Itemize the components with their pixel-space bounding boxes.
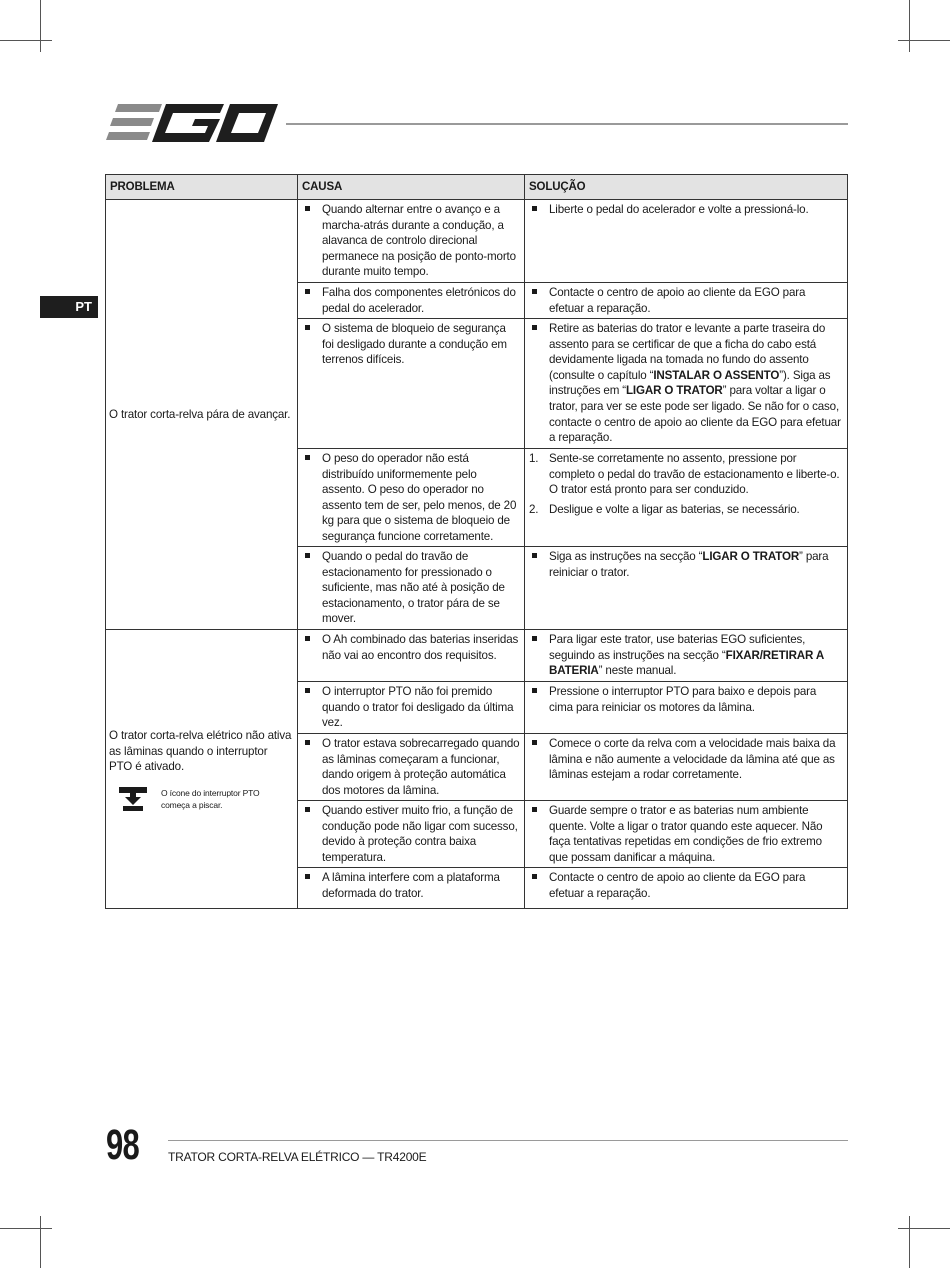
solution-cell [525,319,848,449]
cause-cell [298,868,525,909]
solution-cell [525,449,848,547]
bullet-square-icon [305,289,310,294]
cause-cell [298,630,525,682]
problem-cell [106,200,298,630]
solution-text: Para ligar este trator, use baterias EGO suficientes, seguindo as instruções na secção “FIXAR/RETIRAR A BATERIA” neste manual. [549,633,824,678]
header-solution: SOLUÇÃO [525,175,848,200]
pto-switch-icon [119,787,147,811]
bullet-square-icon [305,688,310,693]
cause-cell [298,200,525,283]
bullet-square-icon [305,455,310,460]
footer-rule [168,1140,848,1141]
header-cause: CAUSA [298,175,525,200]
solution-cell [525,283,848,319]
solution-text: Guarde sempre o trator e as baterias num ambiente quente. Volte a ligar o trator quando este aquecer. Não faça tentativas repetidas em condições de frio extremo que possam danificar a máquina. [549,804,823,864]
crop-mark [898,40,950,41]
bullet-square-icon [532,289,537,294]
bullet-square-icon [532,636,537,641]
problem-text: O trator corta-relva pára de avançar. [109,408,291,422]
cause-text: O sistema de bloqueio de segurança foi desligado durante a condução em terrenos difíceis. [322,322,507,367]
crop-mark [909,1216,910,1268]
cause-cell [298,547,525,630]
bullet-square-icon [305,807,310,812]
solution-text: Siga as instruções na secção “LIGAR O TRATOR” para reiniciar o trator. [549,550,829,579]
solution-cell [525,547,848,630]
bullet-square-icon [532,206,537,211]
bullet-square-icon [532,740,537,745]
cause-text: O interruptor PTO não foi premido quando o trator foi desligado da última vez. [322,685,514,730]
cause-text: O peso do operador não está distribuído uniformemente pelo assento. O peso do operador no assento tem de ser, pelo menos, de 20 kg para que o sistema de bloqueio de segurança funcione corretamente. [322,452,517,543]
cause-text: Falha dos componentes eletrónicos do pedal do acelerador. [322,286,516,315]
header-rule [286,123,848,125]
troubleshooting-table [105,174,848,909]
cause-text: Quando o pedal do travão de estacionamento for pressionado o suficiente, mas não até à posição de estacionamento, o trator pára de se mover. [322,550,505,626]
solution-cell [525,801,848,868]
cause-cell [298,449,525,547]
bullet-square-icon [532,325,537,330]
bullet-square-icon [305,874,310,879]
cause-cell [298,283,525,319]
solution-text: Pressione o interruptor PTO para baixo e depois para cima para reiniciar os motores da lâmina. [549,685,817,714]
solution-cell [525,734,848,801]
step-number: 2. [529,502,539,516]
language-tab: PT [40,296,98,318]
crop-mark [40,0,41,52]
pto-note: O ícone do interruptor PTO começa a piscar. [161,787,260,810]
solution-text: Contacte o centro de apoio ao cliente da EGO para efetuar a reparação. [549,286,806,315]
bullet-square-icon [532,553,537,558]
table-header-row [106,175,848,200]
solution-text: Comece o corte da relva com a velocidade mais baixa da lâmina e não aumente a velocidade da lâmina até que as lâminas estejam a rodar corretamente. [549,737,836,782]
cause-text: O Ah combinado das baterias inseridas não vai ao encontro dos requisitos. [322,633,519,662]
step-number: 1. [529,452,539,465]
step-text: Desligue e volte a ligar as baterias, se necessário. [549,502,800,516]
solution-text: Retire as baterias do trator e levante a parte traseira do assento para se certificar de que a ficha do cabo está devidamente ligada na tomada no fundo do assento (consulte o capítulo “INSTALAR O ASSENTO”). Siga as instruções em “LIGAR O TRATOR” para voltar a ligar o trator, para ver se este pode ser ligado. Se não for o caso, contacte o centro de apoio ao cliente da EGO para efetuar a reparação. [549,322,841,445]
solution-cell [525,868,848,909]
bullet-square-icon [305,636,310,641]
page-number: 98 [106,1121,140,1169]
cause-text: O trator estava sobrecarregado quando as lâminas começaram a funcionar, dando origem à proteção automática dos motores da lâmina. [322,737,520,797]
header-problem: PROBLEMA [106,175,298,200]
bullet-square-icon [305,325,310,330]
solution-cell [525,200,848,283]
problem-cell [106,630,298,909]
cause-cell [298,734,525,801]
bullet-square-icon [305,206,310,211]
crop-mark [40,1216,41,1268]
bullet-square-icon [532,807,537,812]
cause-text: Quando estiver muito frio, a função de condução pode não ligar com sucesso, devido à proteção contra baixa temperatura. [322,804,518,864]
cause-text: A lâmina interfere com a plataforma deformada do trator. [322,871,500,900]
bullet-square-icon [532,688,537,693]
cause-cell [298,319,525,449]
crop-mark [0,1228,52,1229]
solution-text: Liberte o pedal do acelerador e volte a pressioná-lo. [549,203,809,216]
solution-cell [525,630,848,682]
cause-text: Quando alternar entre o avanço e a marcha-atrás durante a condução, a alavanca de controlo direcional permanece na posição de ponto-morto durante muito tempo. [322,203,516,279]
solution-cell [525,682,848,734]
table-row [106,630,848,682]
bullet-square-icon [305,740,310,745]
crop-mark [898,1228,950,1229]
table-row [106,200,848,283]
footer-title: TRATOR CORTA-RELVA ELÉTRICO — TR4200E [168,1150,427,1164]
crop-mark [909,0,910,52]
cause-cell [298,682,525,734]
bullet-square-icon [532,874,537,879]
cause-cell [298,801,525,868]
solution-text: Contacte o centro de apoio ao cliente da EGO para efetuar a reparação. [549,871,806,900]
ego-logo [106,100,278,146]
step-text: Sente-se corretamente no assento, pressione por completo o pedal do travão de estacionamento e liberte-o. O trator está pronto para ser conduzido. [549,452,840,497]
problem-text: O trator corta-relva elétrico não ativa as lâminas quando o interruptor PTO é ativado. [109,729,292,774]
crop-mark [0,40,52,41]
bullet-square-icon [305,553,310,558]
